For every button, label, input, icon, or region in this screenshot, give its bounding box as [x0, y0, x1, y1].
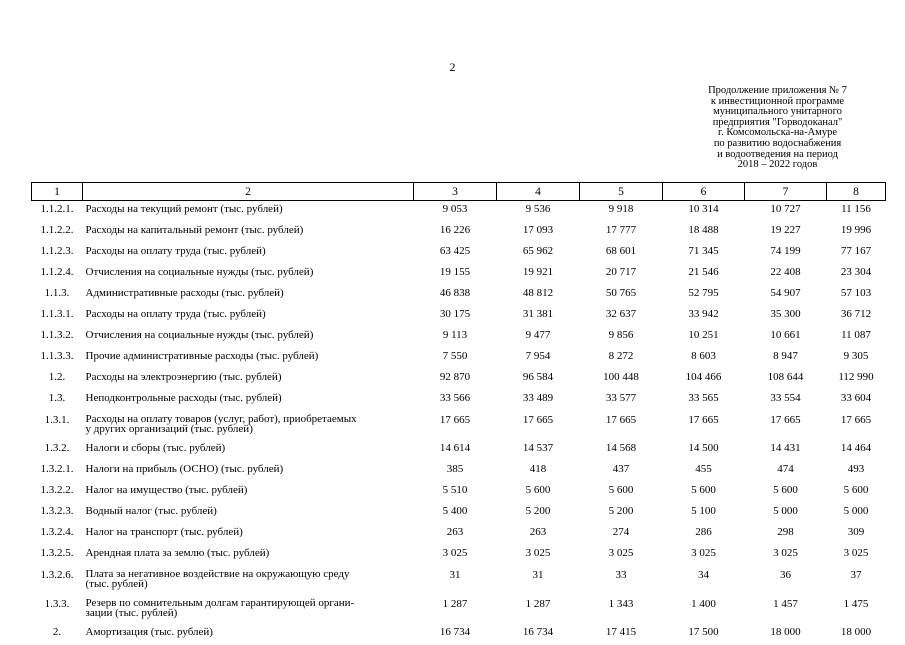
row-value: 18 488: [663, 222, 745, 243]
row-code: 1.3.: [32, 390, 83, 411]
row-name-line: Расходы на оплату товаров (услуг, работ), приобретаемых: [86, 415, 411, 425]
column-header: 6: [663, 183, 745, 201]
row-value: 96 584: [497, 369, 580, 390]
row-name-line: Плата за негативное воздействие на окружающую среду: [86, 570, 411, 580]
row-value: 74 199: [745, 243, 827, 264]
row-value: 9 536: [497, 201, 580, 223]
column-header: 8: [827, 183, 886, 201]
row-value: 8 603: [663, 348, 745, 369]
row-value: 1 287: [414, 595, 497, 624]
row-value: 263: [414, 524, 497, 545]
row-value: 30 175: [414, 306, 497, 327]
row-name: Налог на транспорт (тыс. рублей): [83, 524, 414, 545]
row-name: Прочие административные расходы (тыс. рублей): [83, 348, 414, 369]
row-value: 455: [663, 461, 745, 482]
row-value: 36 712: [827, 306, 886, 327]
row-value: 309: [827, 524, 886, 545]
table-row: [32, 595, 886, 624]
row-value: 1 457: [745, 595, 827, 624]
row-name-line: Резерв по сомнительным долгам гарантирующей органи-: [86, 599, 411, 609]
table-row: [32, 369, 886, 390]
appendix-note-line: Продолжение приложения № 7: [650, 86, 905, 97]
row-value: 19 155: [414, 264, 497, 285]
row-value: 17 415: [580, 624, 663, 645]
row-value: 77 167: [827, 243, 886, 264]
row-code: 1.3.1.: [32, 411, 83, 440]
row-value: 263: [497, 524, 580, 545]
row-value: 5 600: [663, 482, 745, 503]
row-name: Амортизация (тыс. рублей): [83, 624, 414, 645]
row-value: 5 200: [497, 503, 580, 524]
row-name-line: (тыс. рублей): [86, 580, 411, 590]
row-value: 63 425: [414, 243, 497, 264]
table-row: [32, 201, 886, 223]
row-value: 286: [663, 524, 745, 545]
row-value: 418: [497, 461, 580, 482]
appendix-note-line: по развитию водоснабжения: [650, 139, 905, 150]
row-value: 33 604: [827, 390, 886, 411]
row-value: 17 500: [663, 624, 745, 645]
row-value: 10 727: [745, 201, 827, 223]
appendix-note-line: г. Комсомольска-на-Амуре: [650, 128, 905, 139]
row-value: 5 600: [580, 482, 663, 503]
column-header: 5: [580, 183, 663, 201]
row-value: 9 477: [497, 327, 580, 348]
row-name: Отчисления на социальные нужды (тыс. рублей): [83, 264, 414, 285]
row-value: 19 921: [497, 264, 580, 285]
row-value: 1 343: [580, 595, 663, 624]
row-value: 52 795: [663, 285, 745, 306]
row-value: 17 777: [580, 222, 663, 243]
row-value: 14 464: [827, 440, 886, 461]
row-value: 7 550: [414, 348, 497, 369]
row-value: 31 381: [497, 306, 580, 327]
row-name: Налоги на прибыль (ОСНО) (тыс. рублей): [83, 461, 414, 482]
row-name: Отчисления на социальные нужды (тыс. рублей): [83, 327, 414, 348]
row-value: 17 665: [745, 411, 827, 440]
row-value: 31: [414, 566, 497, 595]
row-value: 104 466: [663, 369, 745, 390]
row-value: 33 489: [497, 390, 580, 411]
row-name: Арендная плата за землю (тыс. рублей): [83, 545, 414, 566]
row-value: 37: [827, 566, 886, 595]
row-value: 36: [745, 566, 827, 595]
row-value: 46 838: [414, 285, 497, 306]
row-value: 10 314: [663, 201, 745, 223]
column-header: 4: [497, 183, 580, 201]
table-row: [32, 264, 886, 285]
table-row: [32, 503, 886, 524]
table-row: [32, 461, 886, 482]
row-value: 33 554: [745, 390, 827, 411]
row-value: 3 025: [827, 545, 886, 566]
row-code: 1.1.3.2.: [32, 327, 83, 348]
row-code: 1.1.2.2.: [32, 222, 83, 243]
row-name: Административные расходы (тыс. рублей): [83, 285, 414, 306]
row-name: Расходы на текущий ремонт (тыс. рублей): [83, 201, 414, 223]
row-value: 17 665: [663, 411, 745, 440]
row-value: 5 100: [663, 503, 745, 524]
row-value: 92 870: [414, 369, 497, 390]
row-value: 54 907: [745, 285, 827, 306]
row-value: 17 093: [497, 222, 580, 243]
row-value: 385: [414, 461, 497, 482]
row-name: Водный налог (тыс. рублей): [83, 503, 414, 524]
row-name: [83, 566, 414, 595]
row-value: 33 577: [580, 390, 663, 411]
row-code: 1.3.2.5.: [32, 545, 83, 566]
row-value: 34: [663, 566, 745, 595]
row-value: 57 103: [827, 285, 886, 306]
table-row: [32, 348, 886, 369]
row-code: 1.3.2.3.: [32, 503, 83, 524]
row-value: 1 287: [497, 595, 580, 624]
row-value: 33 942: [663, 306, 745, 327]
row-value: 3 025: [663, 545, 745, 566]
row-code: 1.2.: [32, 369, 83, 390]
row-code: 1.1.2.4.: [32, 264, 83, 285]
row-value: 71 345: [663, 243, 745, 264]
appendix-note-line: предприятия "Горводоканал": [650, 118, 905, 129]
investment-table: [31, 182, 886, 645]
row-value: 5 600: [827, 482, 886, 503]
table-row: [32, 566, 886, 595]
row-value: 21 546: [663, 264, 745, 285]
row-value: 112 990: [827, 369, 886, 390]
row-code: 1.1.2.3.: [32, 243, 83, 264]
appendix-note-line: муниципального унитарного: [650, 107, 905, 118]
row-value: 5 600: [745, 482, 827, 503]
row-value: 3 025: [580, 545, 663, 566]
page-number: 2: [0, 60, 905, 75]
column-header: 7: [745, 183, 827, 201]
row-code: 1.3.3.: [32, 595, 83, 624]
row-value: 7 954: [497, 348, 580, 369]
row-value: 32 637: [580, 306, 663, 327]
row-value: 9 856: [580, 327, 663, 348]
row-value: 17 665: [827, 411, 886, 440]
row-value: 33 566: [414, 390, 497, 411]
row-value: 23 304: [827, 264, 886, 285]
table-row: [32, 411, 886, 440]
row-value: 22 408: [745, 264, 827, 285]
row-name: Расходы на оплату труда (тыс. рублей): [83, 243, 414, 264]
row-code: 1.3.2.2.: [32, 482, 83, 503]
row-value: 31: [497, 566, 580, 595]
row-value: 5 200: [580, 503, 663, 524]
row-value: 14 431: [745, 440, 827, 461]
row-value: 10 661: [745, 327, 827, 348]
row-value: 8 272: [580, 348, 663, 369]
column-header: 1: [32, 183, 83, 201]
row-value: 3 025: [745, 545, 827, 566]
row-code: 1.1.2.1.: [32, 201, 83, 223]
row-value: 18 000: [827, 624, 886, 645]
row-value: 17 665: [414, 411, 497, 440]
row-value: 35 300: [745, 306, 827, 327]
row-value: 16 734: [414, 624, 497, 645]
row-value: 3 025: [414, 545, 497, 566]
row-code: 1.3.2.6.: [32, 566, 83, 595]
table-row: [32, 524, 886, 545]
row-value: 14 614: [414, 440, 497, 461]
row-value: 19 996: [827, 222, 886, 243]
row-code: 1.1.3.1.: [32, 306, 83, 327]
row-value: 9 053: [414, 201, 497, 223]
row-value: 48 812: [497, 285, 580, 306]
row-value: 274: [580, 524, 663, 545]
table-row: [32, 243, 886, 264]
row-value: 17 665: [580, 411, 663, 440]
appendix-note-line: 2018 – 2022 годов: [650, 160, 905, 171]
row-value: 5 000: [745, 503, 827, 524]
row-value: 3 025: [497, 545, 580, 566]
row-value: 20 717: [580, 264, 663, 285]
appendix-note: [650, 86, 905, 171]
row-name: Расходы на электроэнергию (тыс. рублей): [83, 369, 414, 390]
table-row: [32, 327, 886, 348]
table-row: [32, 285, 886, 306]
row-value: 17 665: [497, 411, 580, 440]
row-value: 5 600: [497, 482, 580, 503]
row-value: 14 500: [663, 440, 745, 461]
table-row: [32, 624, 886, 645]
column-header: 2: [83, 183, 414, 201]
row-value: 14 537: [497, 440, 580, 461]
row-name: Расходы на оплату труда (тыс. рублей): [83, 306, 414, 327]
row-code: 1.3.2.4.: [32, 524, 83, 545]
row-value: 108 644: [745, 369, 827, 390]
row-value: 298: [745, 524, 827, 545]
table-row: [32, 306, 886, 327]
row-value: 33 565: [663, 390, 745, 411]
row-value: 16 226: [414, 222, 497, 243]
row-value: 9 918: [580, 201, 663, 223]
row-name: [83, 595, 414, 624]
row-value: 11 156: [827, 201, 886, 223]
table-header: [32, 183, 886, 201]
row-value: 16 734: [497, 624, 580, 645]
column-header: 3: [414, 183, 497, 201]
row-value: 14 568: [580, 440, 663, 461]
row-code: 1.3.2.: [32, 440, 83, 461]
row-value: 33: [580, 566, 663, 595]
row-value: 9 305: [827, 348, 886, 369]
table-row: [32, 440, 886, 461]
row-name: Расходы на капитальный ремонт (тыс. рублей): [83, 222, 414, 243]
row-name: Неподконтрольные расходы (тыс. рублей): [83, 390, 414, 411]
table-row: [32, 545, 886, 566]
table-body: [32, 201, 886, 645]
row-name: Налоги и сборы (тыс. рублей): [83, 440, 414, 461]
appendix-note-line: к инвестиционной программе: [650, 97, 905, 108]
row-value: 18 000: [745, 624, 827, 645]
row-name: Налог на имущество (тыс. рублей): [83, 482, 414, 503]
row-value: 100 448: [580, 369, 663, 390]
row-value: 19 227: [745, 222, 827, 243]
appendix-note-line: и водоотведения на период: [650, 150, 905, 161]
row-value: 68 601: [580, 243, 663, 264]
row-value: 1 475: [827, 595, 886, 624]
row-value: 50 765: [580, 285, 663, 306]
row-value: 8 947: [745, 348, 827, 369]
row-name: [83, 411, 414, 440]
row-value: 65 962: [497, 243, 580, 264]
row-name-line: у других организаций (тыс. рублей): [86, 425, 411, 435]
header-row: [32, 183, 886, 201]
row-value: 5 400: [414, 503, 497, 524]
table-row: [32, 482, 886, 503]
row-value: 474: [745, 461, 827, 482]
row-name-line: зации (тыс. рублей): [86, 609, 411, 619]
row-value: 437: [580, 461, 663, 482]
row-value: 11 087: [827, 327, 886, 348]
row-value: 493: [827, 461, 886, 482]
table-row: [32, 222, 886, 243]
row-code: 1.1.3.3.: [32, 348, 83, 369]
row-value: 5 510: [414, 482, 497, 503]
row-value: 9 113: [414, 327, 497, 348]
row-value: 10 251: [663, 327, 745, 348]
row-code: 1.3.2.1.: [32, 461, 83, 482]
row-code: 2.: [32, 624, 83, 645]
table-row: [32, 390, 886, 411]
row-code: 1.1.3.: [32, 285, 83, 306]
row-value: 1 400: [663, 595, 745, 624]
row-value: 5 000: [827, 503, 886, 524]
